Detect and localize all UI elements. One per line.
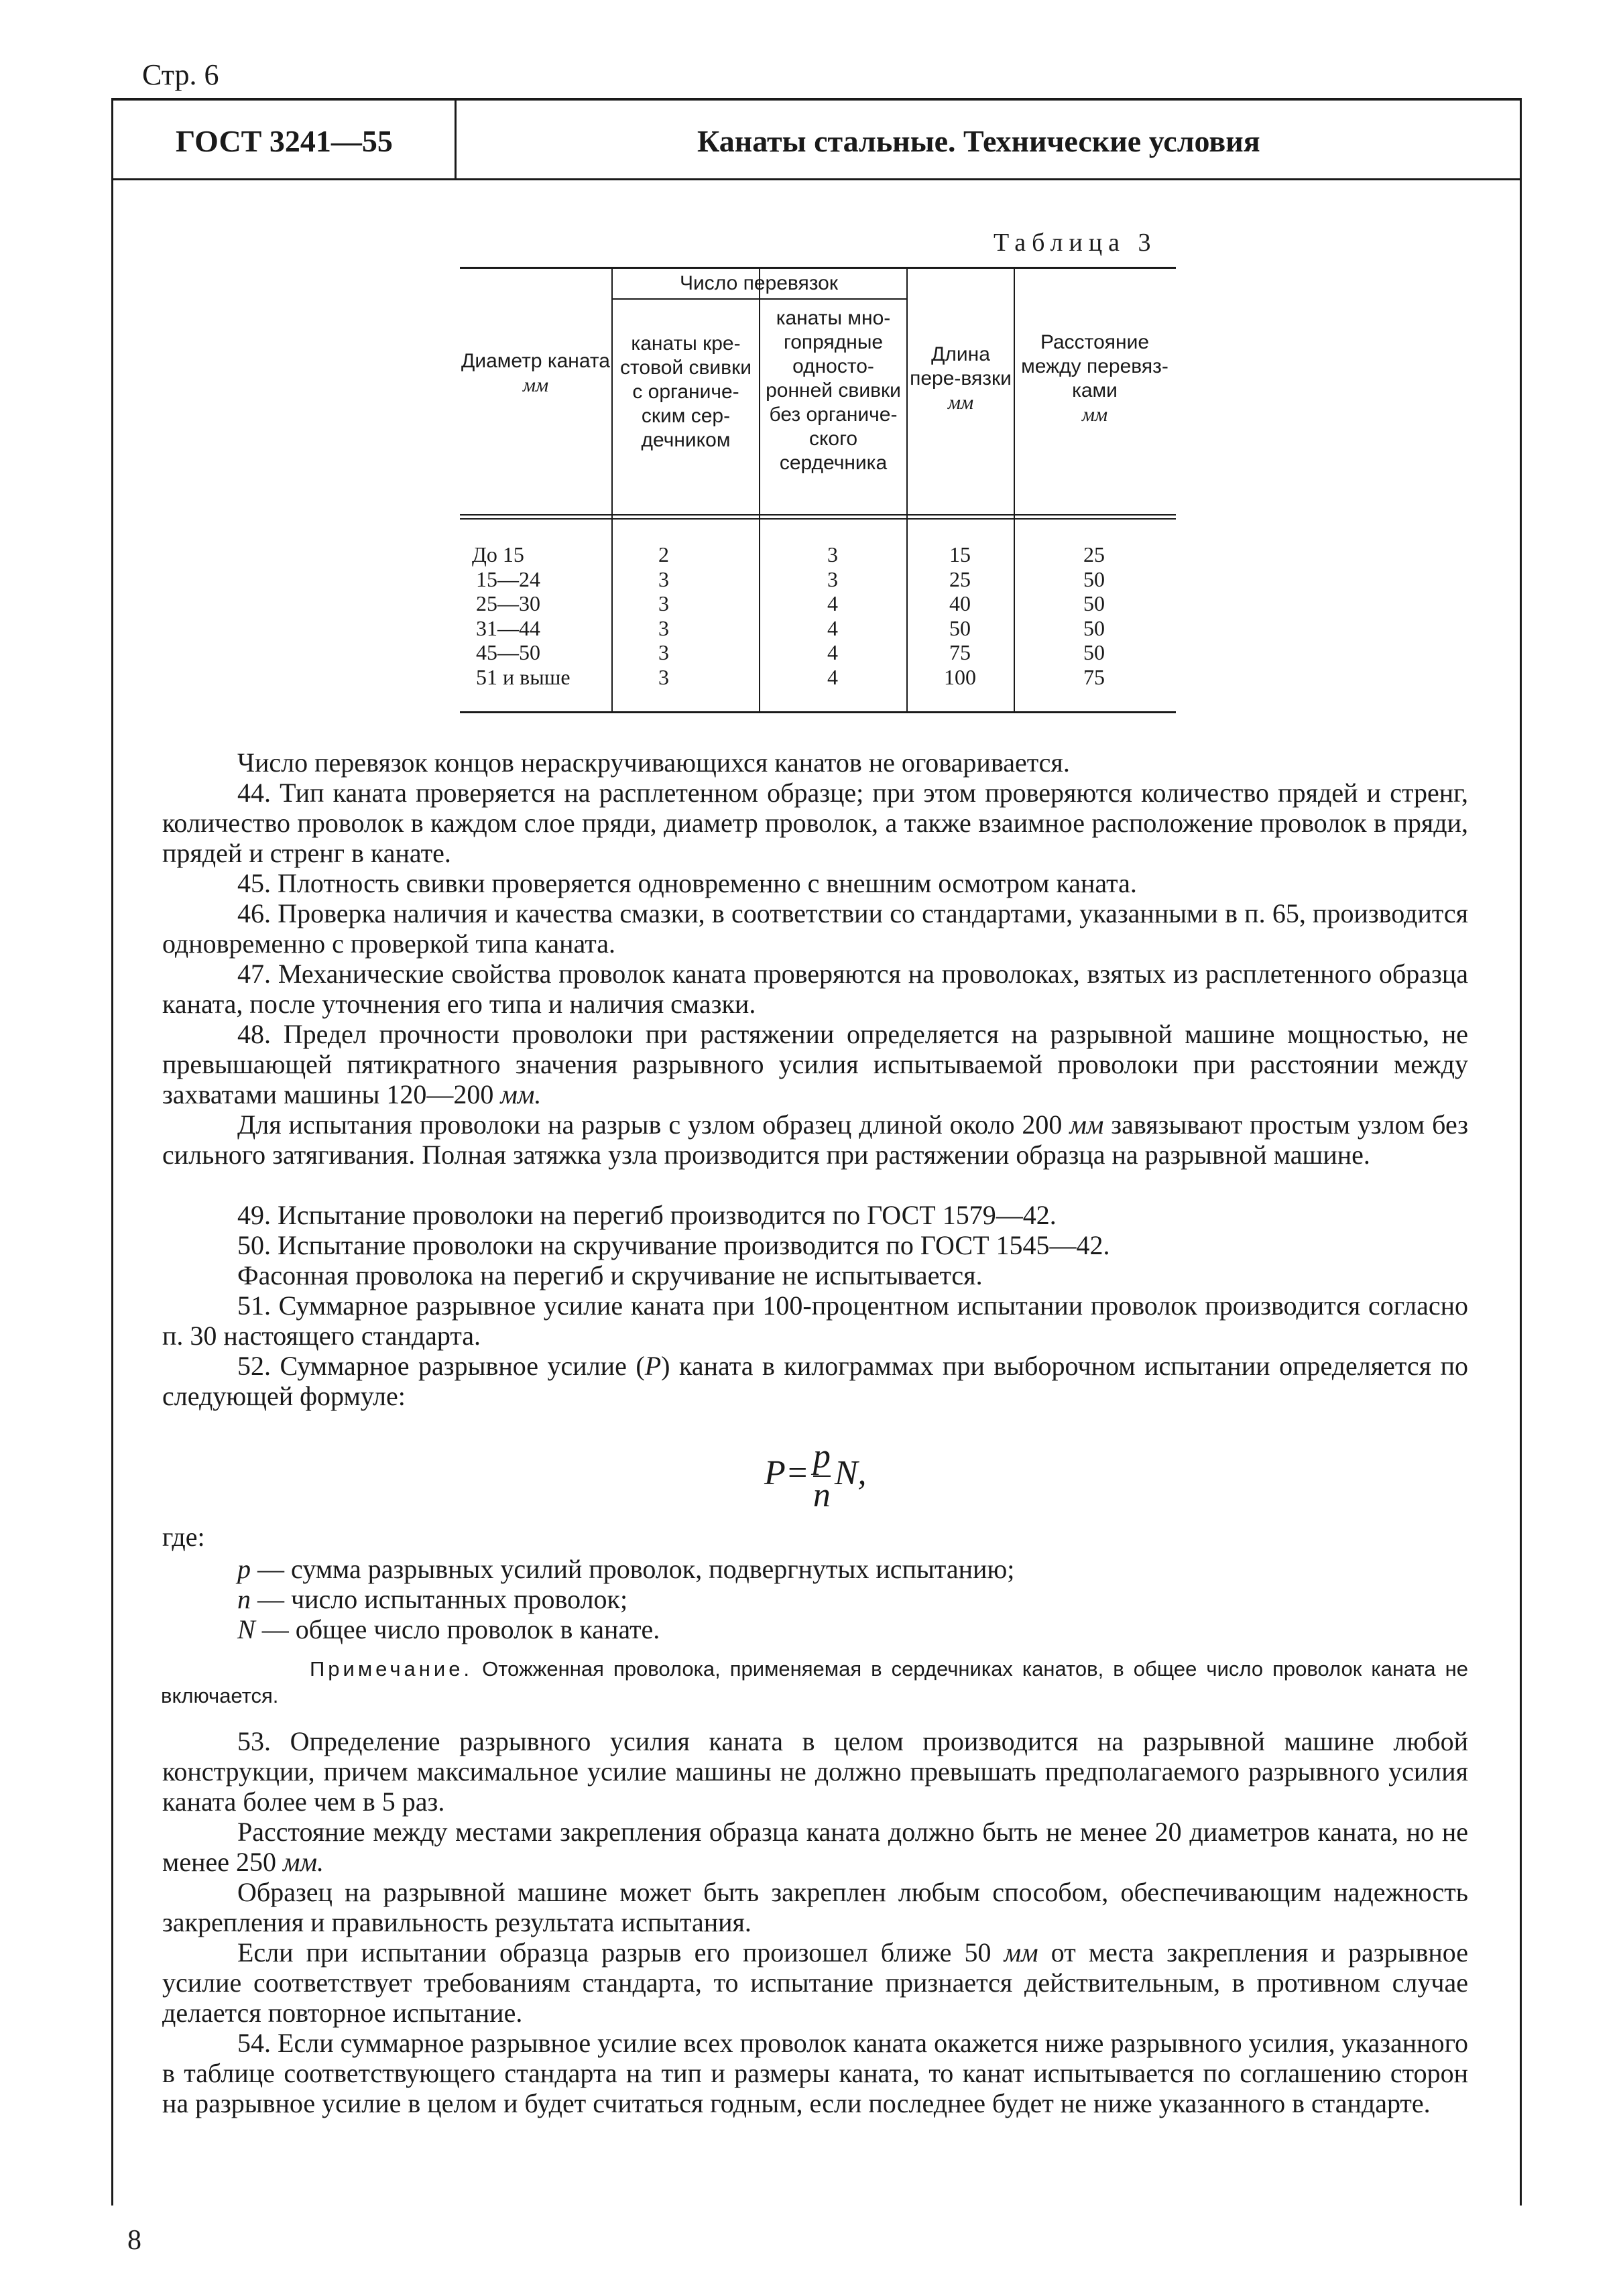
- table-caption: Таблица 3: [994, 229, 1157, 257]
- variable-N: N: [237, 1614, 255, 1644]
- paragraph-45: 45. Плотность свивки проверяется одновременно с внешним осмотром каната.: [237, 868, 1137, 898]
- definition-p-text: — сумма разрывных усилий проволок, подвергнутых испытанию;: [257, 1554, 1015, 1584]
- table-rule: [611, 298, 906, 300]
- table-rule: [460, 518, 1176, 520]
- paragraph-48b-text-2: завязывают простым узлом без сильного затягивания. Полная затяжка узла производится при растяжении образца на разрывной машине.: [162, 1109, 1469, 1170]
- formula-numerator: p: [813, 1437, 831, 1475]
- variable-p: p: [237, 1554, 251, 1584]
- header-length-unit: мм: [947, 391, 974, 414]
- cell: 25: [1083, 542, 1105, 566]
- paragraph-48-text: 48. Предел прочности проволоки при растяжении определяется на разрывной машине мощностью, не превышающей пятикратного значения разрывного усилия испытываемой проволоки при расстоянии между захватами машины 120—200: [162, 1019, 1468, 1109]
- paragraph-48b: [162, 1109, 1468, 1170]
- header-distance: [1015, 330, 1175, 427]
- document-title: Канаты стальные. Технические условия: [697, 124, 1260, 158]
- paragraph-46: 46. Проверка наличия и качества смазки, в соответствии со стандартами, указанными в п. 65, производится одновременно с проверкой типа каната.: [162, 898, 1468, 959]
- cell: 50: [1083, 640, 1105, 664]
- paragraph-53d-text: Если при испытании образца разрыв его произошел ближе 50: [237, 1937, 991, 1968]
- cell: 3: [827, 566, 838, 591]
- cell: 4: [827, 591, 838, 615]
- paragraph-44: 44. Тип каната проверяется на расплетенном образце; при этом проверяются количество прядей и стренг, количество проволок в каждом слое пряди, диаметр проволок, а также взаимное расположение проволок в пряди, прядей и стренг в канате.: [162, 778, 1468, 868]
- paragraph-53d-text-2: от места закрепления и разрывное усилие соответствует требованиям стандарта, то испытание признается действительным, в противном случае делается повторное испытание.: [162, 1937, 1469, 2028]
- formula: [764, 1438, 867, 1514]
- paragraph-48: [162, 1019, 1468, 1109]
- table-rule: [906, 269, 908, 711]
- column-diameter: [472, 542, 610, 689]
- note-text: Отожженная проволока, применяемая в сердечниках канатов, в общее число проволок каната не включается.: [161, 1657, 1468, 1707]
- header-divider: [111, 178, 1520, 180]
- cell: 4: [827, 664, 838, 689]
- paragraph-49: 49. Испытание проволоки на перегиб производится по ГОСТ 1579—42.: [237, 1200, 1057, 1230]
- header-diameter-unit: мм: [522, 374, 549, 396]
- formula-denominator: n: [813, 1476, 831, 1514]
- column-single-lay: [827, 542, 867, 689]
- cell: 3: [658, 591, 669, 615]
- header-single-lay: канаты мно-гопрядные односто-ронней свивки без органиче-ского сердечника: [766, 307, 901, 474]
- cell: 75: [949, 640, 971, 664]
- variable-P: P: [644, 1351, 662, 1381]
- unit-mm: мм.: [500, 1079, 542, 1109]
- paragraph-48b-text: Для испытания проволоки на разрыв с узлом образец длиной около 200: [237, 1109, 1063, 1140]
- column-cross-lay: [658, 542, 699, 689]
- definition-N: [237, 1614, 1468, 1644]
- unit-mm: мм: [1004, 1937, 1038, 1968]
- paragraph-51: 51. Суммарное разрывное усилие каната при 100-процентном испытании проволок производится согласно п. 30 настоящего стандарта.: [162, 1290, 1468, 1351]
- header-length: [909, 343, 1012, 415]
- header-separator: [455, 99, 457, 180]
- cell: 40: [949, 591, 971, 615]
- unit-mm: мм: [1069, 1109, 1104, 1140]
- cell: 50: [1083, 591, 1105, 615]
- column-length: [913, 542, 1007, 689]
- column-distance: [1020, 542, 1168, 689]
- header-cross-lay: канаты кре-стовой свивки с органиче-ским сер-дечником: [620, 333, 752, 451]
- note: [161, 1656, 1468, 1709]
- cell: 3: [658, 664, 669, 689]
- cell: 4: [827, 640, 838, 664]
- cell: 15: [949, 542, 971, 566]
- paragraph-53c: Образец на разрывной машине может быть закреплен любым способом, обеспечивающим надежность закрепления и правильность результата испытания.: [162, 1877, 1468, 1937]
- paragraph-53b-text: Расстояние между местами закрепления образца каната должно быть не менее 20 диаметров каната, но не менее 250: [162, 1817, 1468, 1877]
- table-rule: [460, 514, 1176, 516]
- cell: 100: [944, 664, 976, 689]
- paragraph-52: [162, 1351, 1468, 1411]
- paragraph-50b: Фасонная проволока на перегиб и скручивание не испытывается.: [237, 1260, 983, 1290]
- header-length-label: Длина пере-вязки: [910, 343, 1012, 389]
- cell: 31—44: [476, 615, 540, 640]
- cell: 50: [1083, 615, 1105, 640]
- definition-n: [237, 1584, 1468, 1614]
- definition-N-text: — общее число проволок в канате.: [261, 1614, 660, 1644]
- header-distance-label: Расстояние между перевяз-ками: [1021, 331, 1168, 402]
- header-diameter-label: Диаметр каната: [461, 350, 610, 372]
- cell: До 15: [472, 542, 524, 566]
- cell: 2: [658, 542, 669, 566]
- formula-rhs: N,: [834, 1453, 867, 1492]
- paragraph-52-text: 52. Суммарное разрывное усилие (: [237, 1351, 645, 1381]
- paragraph-52-text-2: ) каната в килограммах при выборочном испытании определяется по следующей формуле:: [162, 1351, 1468, 1411]
- paragraph-53d: [162, 1937, 1468, 2028]
- header-diameter: [460, 349, 611, 398]
- header-distance-unit: мм: [1081, 404, 1108, 426]
- formula-fraction: [813, 1438, 831, 1514]
- data-table: [460, 267, 1176, 713]
- paragraph-54: 54. Если суммарное разрывное усилие всех проволок каната окажется ниже разрывного усилия, указанного в таблице соответствующего стандарта на тип и размеры каната, то канат испытывается по соглашению сторон на разрывное усилие в целом и будет считаться годным, если последнее будет не ниже указанного в стандарте.: [162, 2028, 1468, 2118]
- cell: 45—50: [476, 640, 540, 664]
- table-rule: [759, 269, 760, 711]
- cell: 3: [658, 615, 669, 640]
- cell: 50: [1083, 566, 1105, 591]
- cell: 3: [658, 566, 669, 591]
- page-label: Стр. 6: [142, 58, 219, 91]
- paragraph-50: 50. Испытание проволоки на скручивание производится по ГОСТ 1545—42.: [237, 1230, 1110, 1260]
- paragraph-47: 47. Механические свойства проволок каната проверяются на проволоках, взятых из расплетенного образца каната, после уточнения его типа и наличия смазки.: [162, 959, 1468, 1019]
- cell: 75: [1083, 664, 1105, 689]
- cell: 3: [827, 542, 838, 566]
- table-rule: [611, 269, 613, 711]
- cell: 25: [949, 566, 971, 591]
- cell: 51 и выше: [476, 664, 570, 689]
- paragraph: Число перевязок концов нераскручивающихся канатов не оговаривается.: [237, 747, 1070, 778]
- definition-n-text: — число испытанных проволок;: [257, 1584, 628, 1614]
- variable-n: n: [237, 1584, 251, 1614]
- standard-number: ГОСТ 3241—55: [176, 124, 393, 158]
- paragraph-53b: [162, 1817, 1468, 1877]
- where-label: где:: [162, 1522, 205, 1552]
- note-label: Примечание.: [310, 1657, 473, 1681]
- formula-lhs: P=: [764, 1453, 809, 1492]
- paragraph-53: 53. Определение разрывного усилия каната в целом производится на разрывной машине любой конструкции, причем максимальное усилие машины не должно превышать предполагаемого разрывного усилия каната более чем в 5 раз.: [162, 1726, 1468, 1817]
- cell: 50: [949, 615, 971, 640]
- cell: 4: [827, 615, 838, 640]
- definition-p: [237, 1554, 1468, 1584]
- page-number: 8: [127, 2225, 141, 2256]
- unit-mm: мм.: [282, 1847, 324, 1877]
- cell: 15—24: [476, 566, 540, 591]
- cell: 25—30: [476, 591, 540, 615]
- cell: 3: [658, 640, 669, 664]
- group-header: Число перевязок: [680, 272, 838, 294]
